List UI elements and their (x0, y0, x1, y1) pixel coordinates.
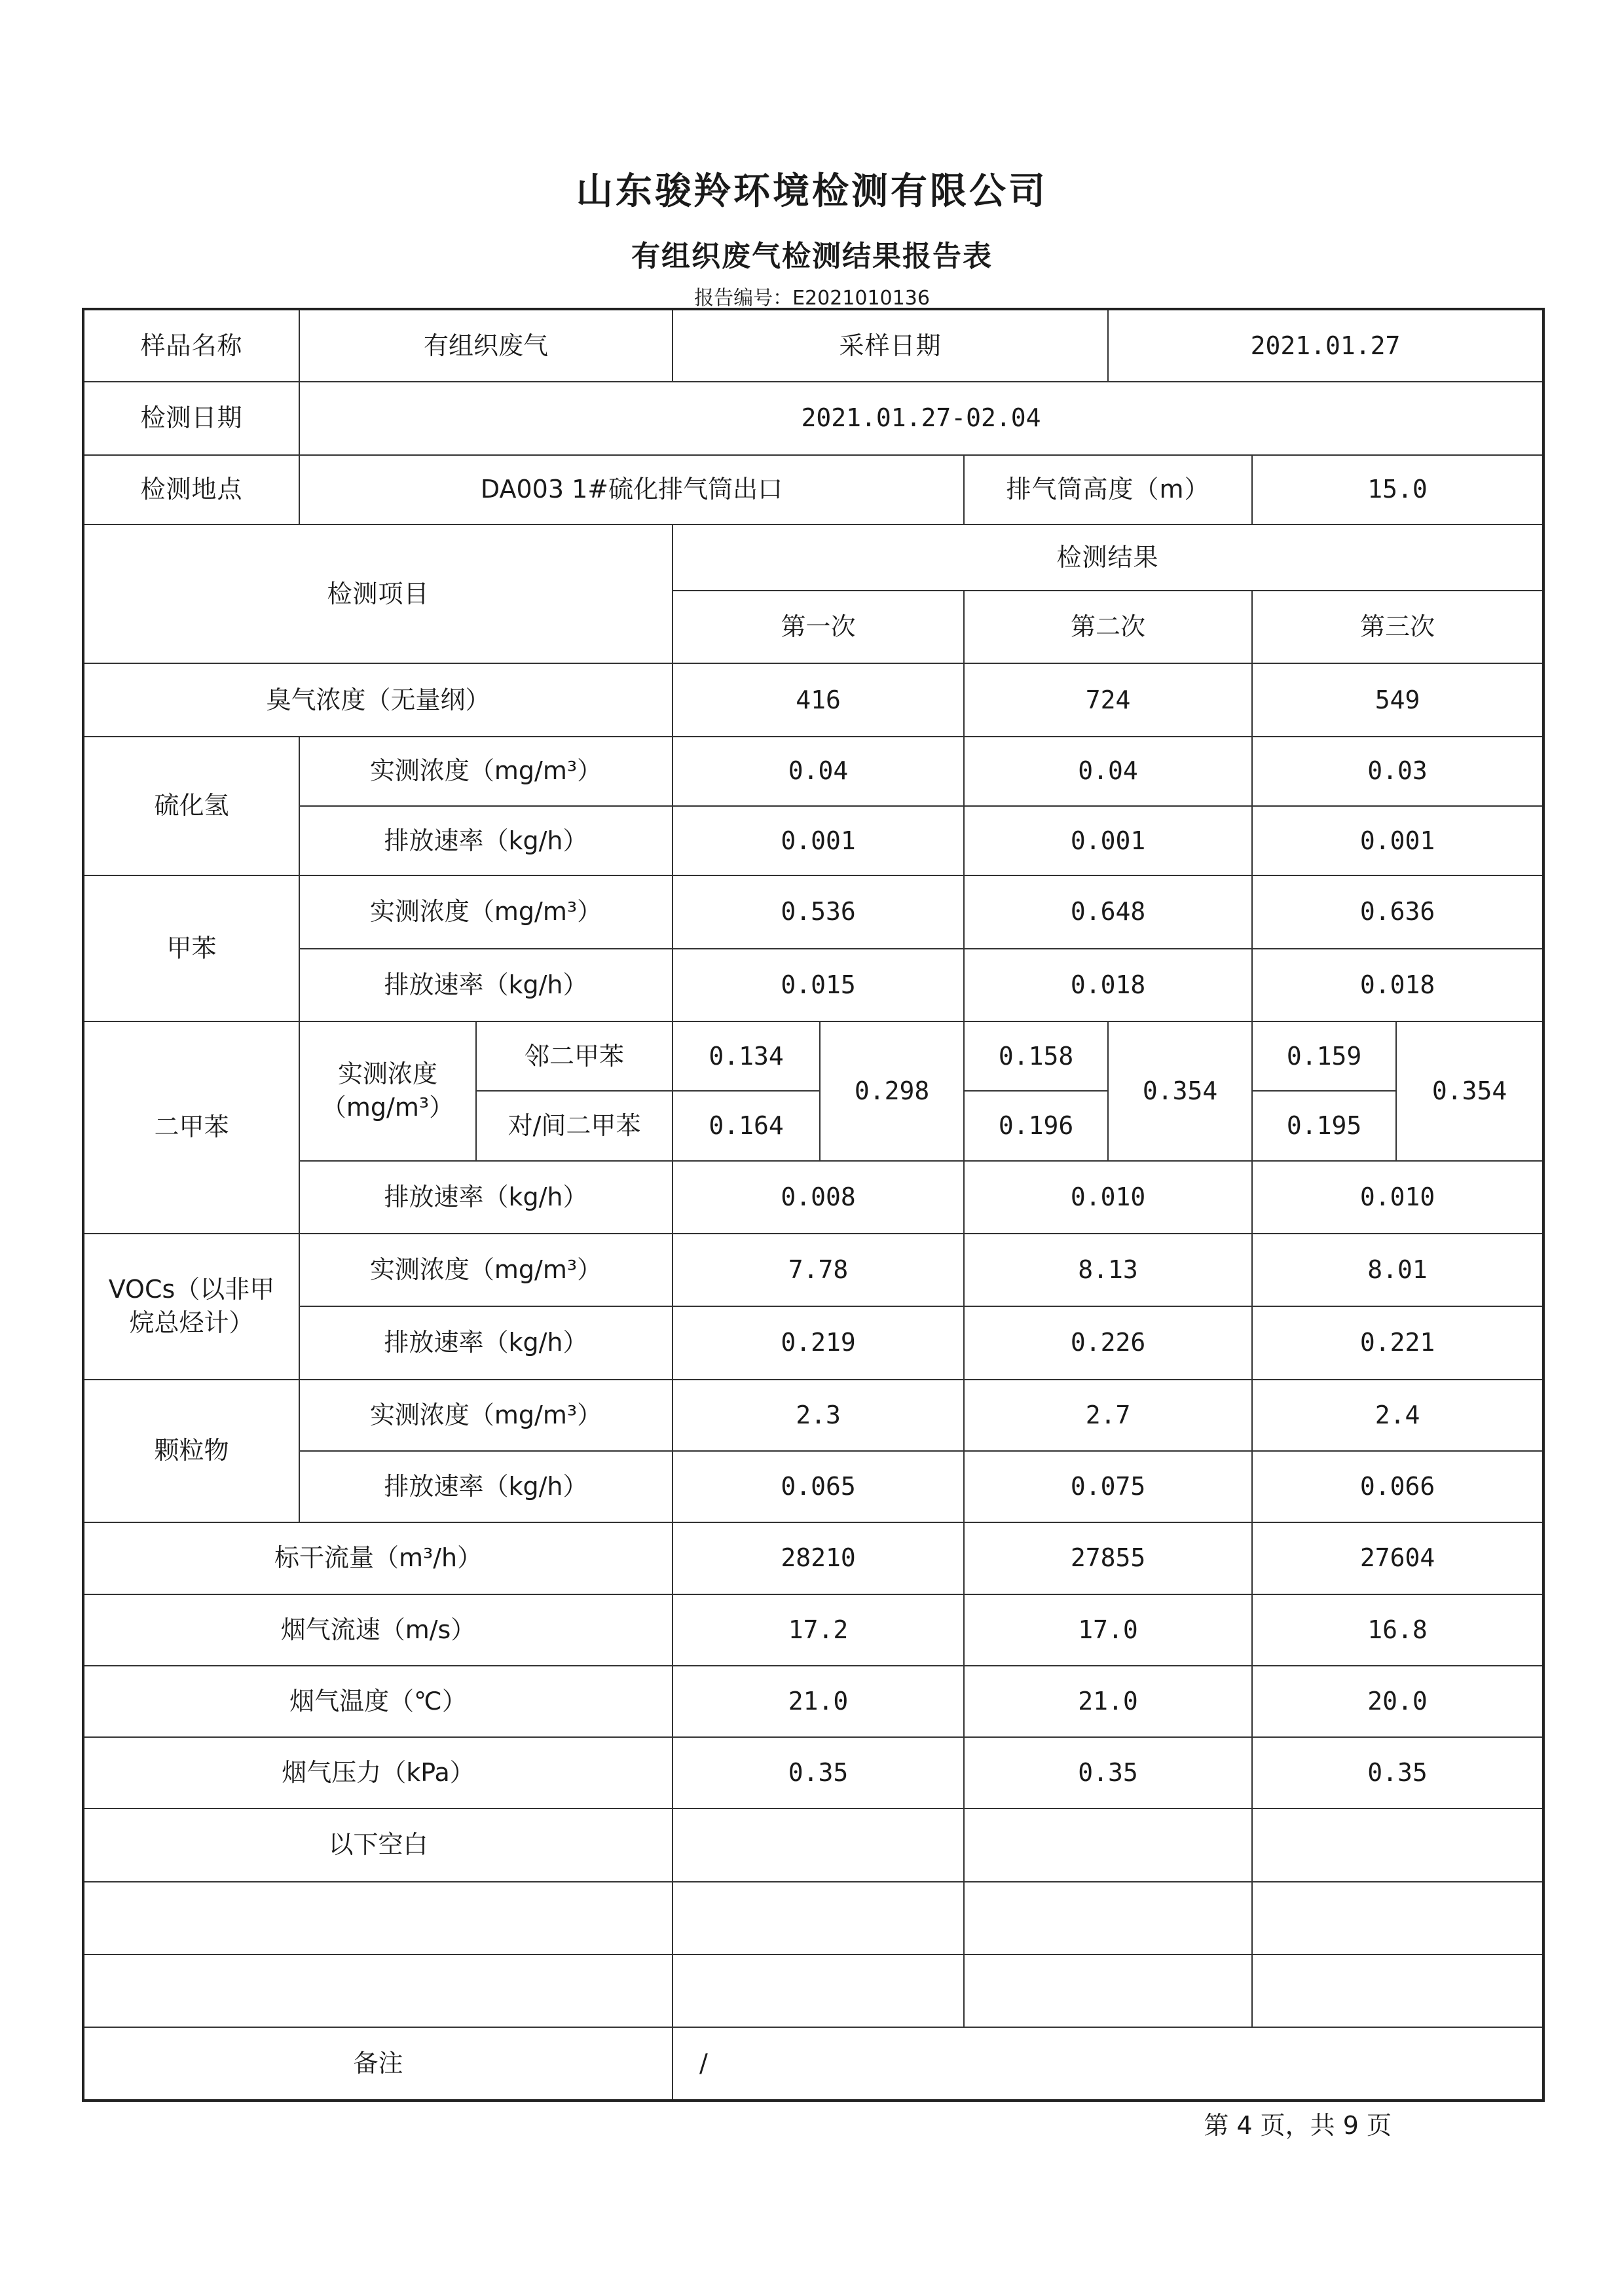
xylene-total-run-3: 0.354 (1396, 1021, 1543, 1161)
sampling-date-label: 采样日期 (673, 309, 1108, 382)
flow-run-3: 27604 (1252, 1522, 1543, 1594)
odor-run-3: 549 (1252, 663, 1543, 736)
blank-marker: 以下空白 (83, 1808, 673, 1881)
blank-cell (673, 1882, 964, 1955)
pressure-run-1: 0.35 (673, 1737, 964, 1808)
blank-cell (1252, 1882, 1543, 1955)
xylene-rate-row (83, 1161, 1543, 1234)
vocs-conc-run-2: 8.13 (964, 1234, 1252, 1306)
h2s-rate-label: 排放速率（kg/h） (299, 806, 673, 875)
flow-label: 标干流量（m³/h） (83, 1522, 673, 1594)
h2s-rate-run-1: 0.001 (673, 806, 964, 875)
vocs-label-line-2: 烷总烃计） (129, 1308, 254, 1338)
remark-label: 备注 (83, 2027, 673, 2101)
header-row (83, 524, 1543, 591)
flow-row (83, 1522, 1543, 1594)
xylene-conc-unit: （mg/m³） (321, 1093, 454, 1122)
h2s-label: 硫化氢 (83, 737, 299, 876)
blank-cell (1252, 1808, 1543, 1881)
remark-value: / (673, 2027, 1543, 2101)
toluene-rate-label: 排放速率（kg/h） (299, 949, 673, 1021)
blank-cell (1252, 1955, 1543, 2027)
toluene-rate-run-1: 0.015 (673, 949, 964, 1021)
mp-xylene-run-1: 0.164 (673, 1091, 820, 1160)
pressure-label: 烟气压力（kPa） (83, 1737, 673, 1808)
vocs-conc-run-3: 8.01 (1252, 1234, 1543, 1306)
mp-xylene-run-3: 0.195 (1252, 1091, 1396, 1160)
vocs-rate-row (83, 1306, 1543, 1379)
vocs-conc-run-1: 7.78 (673, 1234, 964, 1306)
test-date-label: 检测日期 (83, 382, 299, 454)
toluene-conc-run-3: 0.636 (1252, 875, 1543, 948)
ortho-xylene-run-2: 0.158 (964, 1021, 1108, 1091)
temperature-row (83, 1666, 1543, 1737)
flow-run-2: 27855 (964, 1522, 1252, 1594)
velocity-label: 烟气流速（m/s） (83, 1594, 673, 1666)
vocs-label-line-1: VOCs（以非甲 (108, 1274, 275, 1304)
xylene-ortho-row (83, 1021, 1543, 1091)
h2s-conc-run-1: 0.04 (673, 737, 964, 806)
item-header: 检测项目 (83, 524, 673, 664)
xylene-total-run-2: 0.354 (1108, 1021, 1252, 1161)
blank-cell (964, 1808, 1252, 1881)
pm-conc-run-2: 2.7 (964, 1380, 1252, 1451)
vocs-conc-label: 实测浓度（mg/m³） (299, 1234, 673, 1306)
blank-row-label (83, 1808, 1543, 1881)
toluene-conc-run-2: 0.648 (964, 875, 1252, 948)
xylene-label: 二甲苯 (83, 1021, 299, 1234)
temperature-run-2: 21.0 (964, 1666, 1252, 1737)
flow-run-1: 28210 (673, 1522, 964, 1594)
results-table (82, 308, 1545, 2102)
toluene-conc-run-1: 0.536 (673, 875, 964, 948)
h2s-rate-run-3: 0.001 (1252, 806, 1543, 875)
pm-rate-run-1: 0.065 (673, 1451, 964, 1522)
blank-row (83, 1882, 1543, 1955)
result-header: 检测结果 (673, 524, 1543, 591)
h2s-conc-run-3: 0.03 (1252, 737, 1543, 806)
sample-name-label: 样品名称 (83, 309, 299, 382)
sampling-date-value: 2021.01.27 (1108, 309, 1543, 382)
test-date-value: 2021.01.27-02.04 (299, 382, 1543, 454)
pressure-row (83, 1737, 1543, 1808)
toluene-rate-row (83, 949, 1543, 1021)
xylene-rate-run-3: 0.010 (1252, 1161, 1543, 1234)
ortho-xylene-run-3: 0.159 (1252, 1021, 1396, 1091)
vocs-label (83, 1234, 299, 1380)
h2s-conc-label: 实测浓度（mg/m³） (299, 737, 673, 806)
xylene-rate-label: 排放速率（kg/h） (299, 1161, 673, 1234)
info-row-test-date (83, 382, 1543, 454)
toluene-rate-run-2: 0.018 (964, 949, 1252, 1021)
temperature-run-3: 20.0 (1252, 1666, 1543, 1737)
blank-cell (673, 1808, 964, 1881)
xylene-conc-label (299, 1021, 476, 1161)
pm-conc-row (83, 1380, 1543, 1451)
vocs-rate-run-3: 0.221 (1252, 1306, 1543, 1379)
pm-rate-run-3: 0.066 (1252, 1451, 1543, 1522)
pm-conc-run-3: 2.4 (1252, 1380, 1543, 1451)
remark-row (83, 2027, 1543, 2101)
xylene-rate-run-1: 0.008 (673, 1161, 964, 1234)
stack-height-value: 15.0 (1252, 455, 1543, 524)
run-2-header: 第二次 (964, 591, 1252, 663)
ortho-xylene-run-1: 0.134 (673, 1021, 820, 1091)
toluene-label: 甲苯 (83, 875, 299, 1021)
velocity-row (83, 1594, 1543, 1666)
pm-conc-run-1: 2.3 (673, 1380, 964, 1451)
pm-label: 颗粒物 (83, 1380, 299, 1523)
pm-rate-run-2: 0.075 (964, 1451, 1252, 1522)
stack-height-label: 排气筒高度（m） (964, 455, 1252, 524)
temperature-run-1: 21.0 (673, 1666, 964, 1737)
company-name: 山东骏羚环境检测有限公司 (576, 170, 1048, 213)
pm-conc-label: 实测浓度（mg/m³） (299, 1380, 673, 1451)
temperature-label: 烟气温度（℃） (83, 1666, 673, 1737)
pressure-run-2: 0.35 (964, 1737, 1252, 1808)
velocity-run-3: 16.8 (1252, 1594, 1543, 1666)
location-label: 检测地点 (83, 455, 299, 524)
odor-row (83, 663, 1543, 736)
blank-cell (83, 1882, 673, 1955)
velocity-run-1: 17.2 (673, 1594, 964, 1666)
run-3-header: 第三次 (1252, 591, 1543, 663)
xylene-rate-run-2: 0.010 (964, 1161, 1252, 1234)
report-title: 有组织废气检测结果报告表 (631, 240, 993, 273)
mp-xylene-label: 对/间二甲苯 (476, 1091, 673, 1160)
page-number: 第 4 页，共 9 页 (1204, 2111, 1392, 2140)
blank-row (83, 1955, 1543, 2027)
h2s-conc-row (83, 737, 1543, 806)
toluene-conc-label: 实测浓度（mg/m³） (299, 875, 673, 948)
location-value: DA003 1#硫化排气筒出口 (299, 455, 964, 524)
velocity-run-2: 17.0 (964, 1594, 1252, 1666)
pm-rate-label: 排放速率（kg/h） (299, 1451, 673, 1522)
vocs-rate-run-2: 0.226 (964, 1306, 1252, 1379)
pm-rate-row (83, 1451, 1543, 1522)
blank-cell (83, 1955, 673, 2027)
odor-run-2: 724 (964, 663, 1252, 736)
info-row-sample (83, 309, 1543, 382)
sample-name-value: 有组织废气 (299, 309, 673, 382)
h2s-rate-row (83, 806, 1543, 875)
mp-xylene-run-2: 0.196 (964, 1091, 1108, 1160)
h2s-conc-run-2: 0.04 (964, 737, 1252, 806)
blank-cell (964, 1882, 1252, 1955)
blank-cell (673, 1955, 964, 2027)
odor-run-1: 416 (673, 663, 964, 736)
pressure-run-3: 0.35 (1252, 1737, 1543, 1808)
blank-cell (964, 1955, 1252, 2027)
xylene-total-run-1: 0.298 (820, 1021, 964, 1161)
report-number: 报告编号：E2021010136 (694, 287, 930, 310)
vocs-rate-run-1: 0.219 (673, 1306, 964, 1379)
toluene-rate-run-3: 0.018 (1252, 949, 1543, 1021)
ortho-xylene-label: 邻二甲苯 (476, 1021, 673, 1091)
vocs-rate-label: 排放速率（kg/h） (299, 1306, 673, 1379)
xylene-conc-label-text: 实测浓度 (337, 1059, 437, 1089)
toluene-conc-row (83, 875, 1543, 948)
run-1-header: 第一次 (673, 591, 964, 663)
info-row-location (83, 455, 1543, 524)
vocs-conc-row (83, 1234, 1543, 1306)
odor-label: 臭气浓度（无量纲） (83, 663, 673, 736)
h2s-rate-run-2: 0.001 (964, 806, 1252, 875)
